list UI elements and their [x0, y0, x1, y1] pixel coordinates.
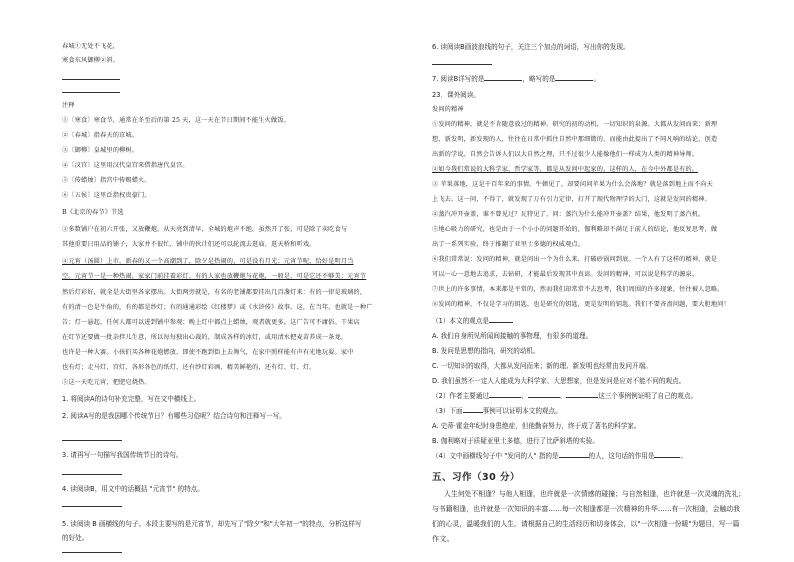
composition-line-4: 作文。	[432, 535, 455, 543]
reading-line-5: ③ 苹果落地，这是千百年来的事情。牛顿见了，却要问问苹果为什么会落地？就是落到地上而不向天	[432, 181, 713, 188]
reading-line-6: 上飞去。这一问，不得了，就发现了万有引力定律，打开了现代物理学的大门，这就是发问的精神。	[432, 196, 711, 203]
reading-question-2-text: （2）作者主要通过	[432, 392, 489, 400]
reading-question-2-tail: 这三个事例例证明了自己的观点。	[598, 392, 698, 400]
reading-question-4	[432, 453, 687, 460]
note-1: ①〔寒食〕寒食节，通常在冬至后的第 25 天，这一天在节日期间不能生火做饭。	[62, 117, 290, 124]
passage-b-p2-line1: ④元宵（汤圆）上市，新春的又一个高潮到了，除夕是热闹的，可是没有月光；元宵节呢，恰好是明月当	[62, 258, 354, 265]
reading-question-3-text: （3）下面	[432, 407, 463, 415]
option-a: A. 我们自身所见所闻间接触的事物理，有很多的道理。	[432, 332, 593, 340]
question-2: 2. 阅读A写的是我国哪个传统节日？有哪些习俗呢？结合诗句和注释写一写。	[62, 412, 286, 420]
passage-b-p1-line2: 其他重要日用品的铺子，大家并不很忙，铺中的伙计们还可以轮流去逛庙、逛天桥和听戏。	[62, 241, 316, 248]
note-4: ④〔汉宫〕这里用汉代皇宫来借指唐代皇宫。	[62, 162, 189, 169]
question-5-line2: 的好处。	[62, 534, 89, 542]
reading-title: 发问的精神	[432, 106, 464, 113]
answer-blank-6[interactable]	[432, 64, 492, 65]
answer-blank-r2c[interactable]	[566, 397, 598, 398]
answer-blank-2[interactable]	[62, 440, 122, 441]
question-7-part-c: 。	[593, 75, 601, 83]
poem-line-2: 寒食东风御柳②斜。	[62, 57, 120, 64]
passage-b-title: B《北京的春节》节选	[62, 209, 124, 216]
passage-b-p3-line1: 也许是一种大赛。小孩们买各种花炮燃放，即使不跑到街上去淘气，在家中照样能有声有光地玩耍。家中	[62, 349, 354, 356]
reading-line-13: ⑧发问的精神，不仅是学习的钥匙，也是研究的钥匙，更是发明的钥匙。我们不要吝啬问题，要大胆地问！	[432, 301, 730, 308]
reading-line-11: 可以一心一意地去追求，去钻研，才能最后发现其中真谛。发问的精神，可以说是科学的源泉。	[432, 271, 699, 278]
option-c: C. 一切知识的取得，大都从发问而来；新的理、新发明也经常由发问开端。	[432, 362, 652, 370]
poem-line-1: 春城①无处不飞花，	[62, 43, 120, 50]
question-7-part-b: ，略写的是	[522, 75, 556, 83]
note-5: ⑤〔传蜡烛〕指宫中传赐蜡火。	[62, 177, 151, 184]
reading-question-1-text: （1）本文的观点是	[432, 317, 489, 325]
reading-line-9: 出了一系列实验，终于推翻了亚里士多德的权威观点。	[432, 241, 585, 248]
question-4: 4. 读阅读B，用文中的话概括 "元宵节" 的特点。	[62, 485, 204, 493]
answer-blank-r2b[interactable]	[528, 397, 560, 398]
question-3: 3. 请再写一句描写我国传统节日的诗句。	[62, 451, 183, 459]
note-2: ②〔春城〕指春天的京城。	[62, 132, 139, 139]
section-23-title: 23．课外阅读。	[432, 91, 480, 99]
note-6: ⑥〔五侯〕这里泛指权贵豪门。	[62, 192, 151, 199]
option-d: D. 我们虽然不一定人人能成为大科学家、大思想家，但是发问是应对不能不问的观点。	[432, 377, 686, 385]
reading-line-8: ⑤地心吸力的研究，也是由于一个小小的问题开始的，伽利略却不满足于前人的结论，他反复思考，做	[432, 226, 718, 233]
answer-blank-r1[interactable]	[489, 322, 513, 323]
passage-b-p2-line5: 告；灯一悬起，任何人都可以进到铺中参观；晚上灯中都点上蜡烛，观者就更多。这广告可不庸俗。干果店	[62, 319, 360, 326]
reading-question-2	[432, 393, 697, 400]
answer-blank-7a[interactable]	[484, 80, 522, 81]
reading-line-10: ⑥我们常常说：发问的精神，就是问出一个为什么来，打破砂锅问到底。一个人有了这样的精神，就是	[432, 256, 718, 263]
answer-blank-4[interactable]	[62, 506, 122, 507]
reading-line-12: ⑦世上的许多事情，本来都是平常的，然而我们却常常不去思考，我们周围的许多现象，往往被人忽略。	[432, 286, 724, 293]
passage-b-p2-line6: 在灯节还要做一批杂拌儿生意，所以每每独出心裁的，制成各样的冰灯，或用清水把麦苗养成一条龙。	[62, 334, 348, 341]
composition-line-1: 人生何处不相逢？与他人相逢，也许就是一次情感的碰撞；与自然相逢，也许就是一次灵魂的洗礼；	[444, 490, 746, 498]
notes-title: 注释	[62, 102, 75, 109]
passage-b-p2-line2: 空。元宵节一是一种热闹，家家门前挂着彩灯。有的人家也放鞭炮与花炮，一般是，可是它还不够美；元宵节	[62, 273, 367, 280]
answer-blank-3[interactable]	[62, 474, 122, 475]
answer-blank-r4a[interactable]	[559, 457, 589, 458]
question-7	[432, 76, 600, 83]
reading-line-3: 出新的学说。自然会告诉人们以大自然之理，只不过很少人能像他们一样成为人类的精神导师。	[432, 151, 699, 158]
note-3: ③〔御柳〕皇城里的柳树。	[62, 147, 139, 154]
composition-line-3: 们的心灵，温暖我们的人生。请根据自己的生活经历和切身体会，以"一次相逢一份暖"为题目，写一篇	[432, 520, 740, 528]
reading-question-3	[432, 408, 562, 415]
passage-b-p1-line1: ③多数铺户在初六开张，又放鞭炮，从天亮到清早，全城的炮声不绝。虽然开了张，可是除了卖吃食与	[62, 226, 348, 233]
passage-b-p4: ⑤这一天吃元宵，把肥皂烧热。	[62, 379, 151, 386]
reading-line-1: ①发问的精神，就是不肯随意放过的精神。研究的初的动机，一切知识的泉源。大都从发问而来；新理	[432, 121, 718, 128]
question-1: 1. 将阅读A的诗句补充完整，写在文中横线上。	[62, 395, 201, 403]
question-5-line1: 5. 读阅读 B 画横线的句子。本段主要写的是元宵节，却先写了"除夕"和"大年初一"的特点，分析这样写	[62, 520, 362, 528]
answer-blank-r3[interactable]	[463, 412, 483, 413]
poem-blank-1[interactable]	[62, 79, 120, 80]
passage-b-p2-line4: 有的清一色是牛角的，有的都是纱灯；有的通通彩绘《红楼梦》或《水浒传》故事。这，在当年，也就是一种广	[62, 304, 373, 311]
reading-question-3-tail: 事例可以证明本文的观点。	[482, 407, 562, 415]
answer-blank-5[interactable]	[62, 552, 122, 553]
section-5-heading: 五、习作（30 分）	[432, 472, 521, 483]
reading-question-4-mid: 的人，这句话的作用是	[588, 452, 655, 460]
reading-option-a: A. 史蒂·霍金年纪时身患绝症，但他勤奋努力，终于成了著名的科学家。	[432, 422, 641, 430]
reading-question-4-text: （4）文中画横线句子中 "发问的人" 指的是	[432, 452, 559, 460]
reading-line-7: ④蒸汽冲开壶盖，谁不曾见过？瓦特见了，问：蒸汽为什么能冲开壶盖？结果，他发明了蒸汽机。	[432, 211, 705, 218]
composition-line-2: 与书籍相逢，也许就是一次知识的丰富……每一次相逢都是一次精神的升华……有一次相逢，会触动我	[432, 505, 740, 513]
reading-question-1	[432, 318, 513, 325]
answer-blank-r2a[interactable]	[489, 397, 521, 398]
passage-b-p3-line2: 也有灯；走马灯、宫灯、各形各色的纸灯，还有纱灯彩画、精美鲜艳的，还有灯、灯、灯。	[62, 364, 316, 371]
reading-question-2-sep2: 、	[559, 392, 567, 400]
answer-blank-7b[interactable]	[555, 80, 593, 81]
reading-line-2: 想、新发明，新发现的人，往往在日常中抓住自然中那细微的，而能由此提出了不同凡响的结论，创造	[432, 136, 718, 143]
passage-b-p2-line3: 然后灯彩好，就全是大街里各家摆出。大街两旁就是，有名的老铺都要挂出几百盏灯来：有的一律是玻璃的，	[62, 289, 367, 296]
question-6: 6. 读阅读B画波浪线的句子，关注三个加点的词语，写出你的发现。	[432, 43, 630, 51]
option-b: B. 发问是思想的指向，研究的动机。	[432, 347, 540, 355]
poem-blank-2[interactable]	[62, 92, 120, 93]
reading-line-4: ②如今我们常说的大科学家、哲学家等，都是从发问中起家的，这样的人，在今中外都是有的。	[432, 166, 699, 173]
reading-option-b: B. 伽利略对于质疑亚里士多德，进行了比萨斜塔的实验。	[432, 437, 599, 445]
reading-question-2-sep1: 、	[520, 392, 528, 400]
answer-blank-r4b[interactable]	[654, 457, 680, 458]
reading-question-4-end: 。	[680, 452, 688, 460]
question-7-part-a: 7. 阅读B详写的是	[432, 75, 485, 83]
